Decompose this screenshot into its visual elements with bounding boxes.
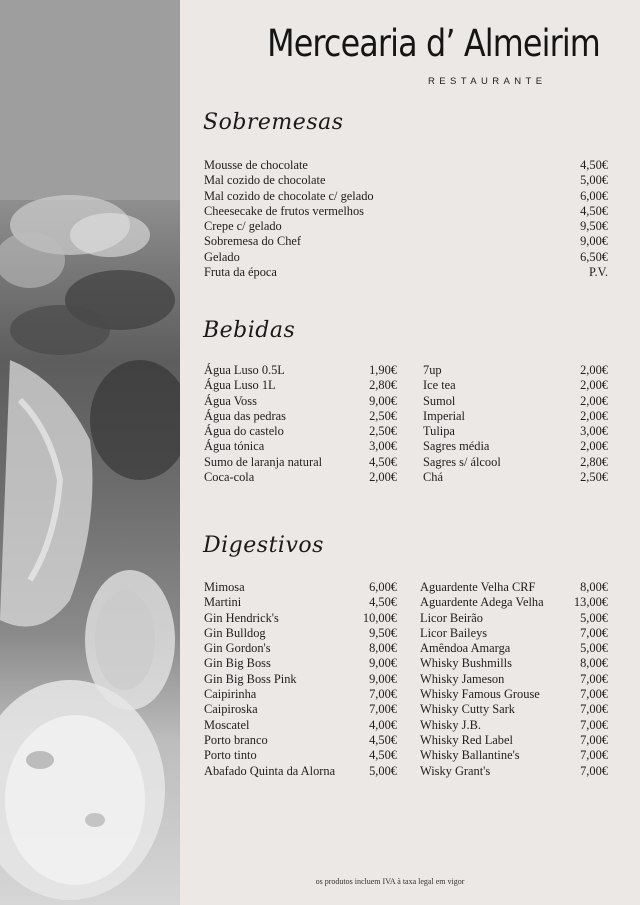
menu-item [204, 580, 397, 595]
menu-item [423, 378, 608, 393]
item-price: 6,50€ [580, 249, 608, 264]
menu-item [204, 409, 397, 424]
menu-item [204, 219, 608, 234]
item-price: 7,00€ [369, 702, 397, 717]
item-price: 6,00€ [369, 580, 397, 594]
menu-item [420, 672, 608, 687]
item-name: Sagres média [423, 439, 490, 454]
digestivos-list-left [204, 580, 397, 779]
menu-item [204, 611, 397, 626]
menu-item [204, 733, 397, 748]
item-price: 10,00€ [362, 610, 397, 625]
menu-item [420, 748, 608, 763]
menu-item [204, 378, 397, 393]
item-name: Aguardente Velha CRF [420, 580, 536, 594]
item-price: 9,50€ [580, 219, 608, 234]
item-name: Licor Baileys [420, 625, 488, 640]
menu-item [204, 470, 397, 485]
item-name: Cheesecake de frutos vermelhos [204, 203, 364, 218]
menu-item [420, 702, 608, 717]
item-name: Água do castelo [204, 424, 284, 439]
item-price: 2,50€ [369, 424, 397, 439]
menu-item [420, 595, 608, 610]
item-price: 8,00€ [369, 641, 397, 656]
menu-item [420, 656, 608, 671]
item-price: 9,50€ [369, 625, 397, 640]
menu-item [204, 158, 608, 173]
item-price: 4,50€ [580, 203, 608, 218]
menu-item [420, 641, 608, 656]
item-price: 7,00€ [369, 687, 397, 702]
item-price: 9,00€ [369, 671, 397, 686]
item-name: Água Luso 1L [204, 378, 276, 393]
item-name: Caipiroska [204, 702, 258, 717]
menu-item [204, 394, 397, 409]
menu-item [204, 173, 608, 188]
item-price: 2,00€ [580, 439, 608, 454]
item-name: Água das pedras [204, 408, 286, 423]
food-photo [0, 0, 180, 905]
item-price: 7,00€ [580, 763, 608, 778]
item-price: 2,00€ [580, 393, 608, 408]
digestivos-title: Digestivos [203, 533, 324, 558]
item-price: 1,90€ [369, 363, 397, 377]
menu-item [423, 363, 608, 378]
item-price: 5,00€ [580, 610, 608, 625]
item-name: Sagres s/ álcool [423, 454, 501, 469]
menu-item [423, 455, 608, 470]
menu-item [204, 656, 397, 671]
item-name: Coca-cola [204, 470, 255, 485]
item-price: 3,00€ [580, 424, 608, 439]
menu-item [204, 718, 397, 733]
item-name: Caipirinha [204, 687, 257, 702]
tax-note: os produtos incluem IVA à taxa legal em vigor [315, 877, 465, 886]
menu-item [420, 687, 608, 702]
item-price: 7,00€ [580, 671, 608, 686]
item-price: 7,00€ [580, 702, 608, 717]
item-price: 7,00€ [580, 717, 608, 732]
item-price: 8,00€ [580, 580, 608, 594]
item-price: 2,00€ [580, 363, 608, 377]
menu-item [420, 764, 608, 779]
item-price: 3,00€ [369, 439, 397, 454]
item-name: Gin Hendrick's [204, 610, 279, 625]
item-name: Fruta da época [204, 265, 277, 280]
item-name: Crepe c/ gelado [204, 219, 282, 234]
menu-item [420, 626, 608, 641]
item-price: 9,00€ [369, 656, 397, 671]
menu-item [420, 611, 608, 626]
item-name: Gin Big Boss [204, 656, 271, 671]
menu-item [423, 394, 608, 409]
bebidas-list-left [204, 363, 397, 485]
item-name: Whisky J.B. [420, 717, 481, 732]
menu-item [204, 641, 397, 656]
digestivos-list-right [420, 580, 608, 779]
item-name: Aguardente Adega Velha [420, 595, 544, 610]
menu-item [204, 702, 397, 717]
item-price: 5,00€ [580, 173, 608, 188]
menu-item [204, 439, 397, 454]
menu-item [204, 748, 397, 763]
item-price: 2,00€ [580, 378, 608, 393]
menu-item [204, 250, 608, 265]
item-name: Whisky Red Label [420, 732, 513, 747]
menu-item [204, 595, 397, 610]
item-price: 4,50€ [369, 595, 397, 610]
menu-item [204, 424, 397, 439]
bebidas-list-right [423, 363, 608, 485]
menu-item [204, 234, 608, 249]
item-price: 4,50€ [580, 158, 608, 172]
item-name: Whisky Bushmills [420, 656, 512, 671]
item-name: Água Voss [204, 393, 257, 408]
item-name: Mal cozido de chocolate c/ gelado [204, 188, 374, 203]
item-price: 7,00€ [580, 732, 608, 747]
item-price: 2,00€ [369, 470, 397, 485]
item-price: 8,00€ [580, 656, 608, 671]
menu-item [420, 733, 608, 748]
item-name: Imperial [423, 408, 465, 423]
item-name: Abafado Quinta da Alorna [204, 763, 336, 778]
menu-item [423, 470, 608, 485]
sobremesas-title: Sobremesas [203, 110, 344, 135]
item-price: 4,50€ [369, 732, 397, 747]
menu-item [204, 363, 397, 378]
menu-item [204, 672, 397, 687]
menu-item [204, 204, 608, 219]
item-name: Whisky Cutty Sark [420, 702, 515, 717]
item-price: 2,50€ [369, 408, 397, 423]
item-name: Whisky Famous Grouse [420, 687, 540, 702]
item-name: Sumol [423, 393, 456, 408]
item-price: 7,00€ [580, 748, 608, 763]
menu-item [204, 764, 397, 779]
menu-item [423, 424, 608, 439]
item-price: 4,50€ [369, 454, 397, 469]
item-name: Sumo de laranja natural [204, 454, 323, 469]
item-price: 2,50€ [580, 470, 608, 485]
item-name: Porto branco [204, 732, 268, 747]
item-price: 4,50€ [369, 748, 397, 763]
item-name: Gin Gordon's [204, 641, 271, 656]
item-price: 13,00€ [573, 595, 608, 610]
menu-item [204, 265, 608, 280]
restaurant-subtitle: RESTAURANTE [428, 76, 547, 87]
item-price: 9,00€ [369, 393, 397, 408]
item-name: Licor Beirão [420, 610, 483, 625]
sobremesas-list [204, 158, 608, 280]
bebidas-title: Bebidas [203, 318, 296, 343]
menu-item [204, 687, 397, 702]
item-name: Água Luso 0.5L [204, 363, 285, 377]
item-name: Whisky Ballantine's [420, 748, 520, 763]
item-price: 6,00€ [580, 188, 608, 203]
item-price: 2,80€ [580, 454, 608, 469]
item-price: 2,00€ [580, 408, 608, 423]
item-name: Água tónica [204, 439, 265, 454]
item-name: Amêndoa Amarga [420, 641, 511, 656]
item-name: Gelado [204, 249, 240, 264]
item-price: 5,00€ [580, 641, 608, 656]
item-name: Chá [423, 470, 443, 485]
item-name: Ice tea [423, 378, 456, 393]
menu-item [204, 455, 397, 470]
item-name: Martini [204, 595, 242, 610]
item-price: 9,00€ [580, 234, 608, 249]
item-price: 4,00€ [369, 717, 397, 732]
item-name: Tulipa [423, 424, 455, 439]
item-price: P.V. [588, 265, 608, 280]
menu-item [204, 626, 397, 641]
menu-item [204, 189, 608, 204]
menu-item [423, 439, 608, 454]
menu-item [420, 580, 608, 595]
item-price: 2,80€ [369, 378, 397, 393]
item-name: Gin Bulldog [204, 625, 266, 640]
item-name: Mal cozido de chocolate [204, 173, 326, 188]
item-name: Porto tinto [204, 748, 257, 763]
menu-item [420, 718, 608, 733]
item-name: Gin Big Boss Pink [204, 671, 297, 686]
item-name: 7up [423, 363, 442, 377]
item-price: 7,00€ [580, 687, 608, 702]
item-name: Whisky Jameson [420, 671, 505, 686]
item-name: Sobremesa do Chef [204, 234, 302, 249]
item-price: 7,00€ [580, 625, 608, 640]
menu-item [423, 409, 608, 424]
item-name: Mousse de chocolate [204, 158, 308, 172]
item-price: 5,00€ [369, 763, 397, 778]
item-name: Mimosa [204, 580, 245, 594]
item-name: Moscatel [204, 717, 250, 732]
item-name: Wisky Grant's [420, 763, 491, 778]
restaurant-title: Mercearia d’ Almeirim [267, 22, 600, 65]
restaurant-name [244, 22, 600, 65]
